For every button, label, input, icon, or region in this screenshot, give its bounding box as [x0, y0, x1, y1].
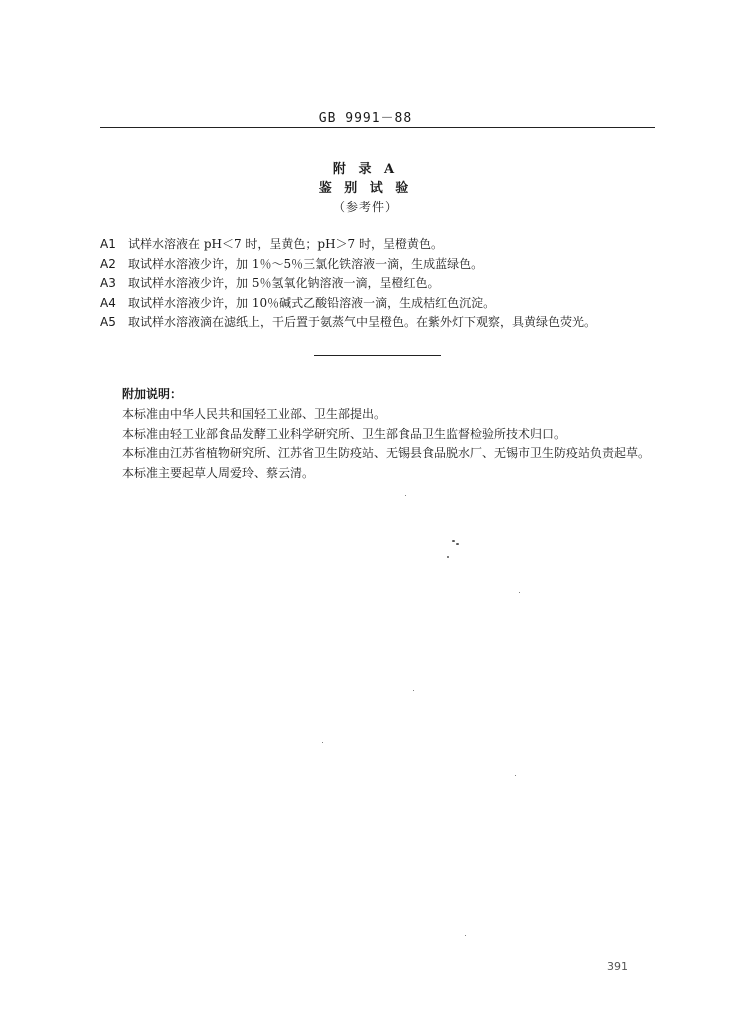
scan-speck	[322, 742, 323, 743]
test-item	[100, 235, 660, 255]
test-item	[100, 313, 660, 333]
additional-note-line: 本标准由中华人民共和国轻工业部、卫生部提出。	[122, 407, 387, 421]
test-item-number: A5	[100, 315, 116, 329]
scan-speck	[447, 556, 449, 558]
test-item-text: 试样水溶液在 pH＜7 时，呈黄色；pH＞7 时，呈橙黄色。	[128, 237, 444, 251]
standard-code: GB 9991－88	[318, 111, 413, 126]
appendix-subtitle: 鉴 别 试 验	[318, 181, 413, 196]
scan-speck	[519, 592, 520, 593]
test-item-text: 取试样水溶液少许，加 10％碱式乙酸铅溶液一滴，生成桔红色沉淀。	[128, 295, 496, 310]
test-item-number: A1	[100, 237, 116, 251]
test-item-text: 取试样水溶液滴在滤纸上，干后置于氨蒸气中呈橙色。在紫外灯下观察，具黄绿色荧光。	[128, 315, 597, 329]
scan-speck	[456, 543, 459, 545]
appendix-note: （参考件）	[332, 200, 398, 214]
scan-speck	[465, 935, 466, 936]
additional-note-line: 本标准主要起草人周爱玲、蔡云清。	[122, 465, 315, 480]
test-item-list	[100, 235, 660, 333]
scan-speck	[452, 540, 455, 542]
scan-speck	[515, 775, 516, 776]
additional-note-line: 本标准由轻工业部食品发酵工业科学研究所、卫生部食品卫生监督检验所技术归口。	[122, 426, 567, 441]
test-item-number: A2	[100, 256, 116, 271]
additional-note-line: 本标准由江苏省植物研究所、江苏省卫生防疫站、无锡县食品脱水厂、无锡市卫生防疫站负责起草。	[122, 446, 651, 460]
test-item-text: 取试样水溶液少许，加 1％～5％三氯化铁溶液一滴，生成蓝绿色。	[128, 256, 484, 271]
header-rule	[100, 127, 655, 128]
page-number: 391	[607, 960, 628, 973]
test-item-number: A3	[100, 276, 116, 290]
appendix-title-block	[0, 160, 731, 217]
test-item-number: A4	[100, 295, 116, 310]
test-item	[100, 274, 660, 294]
scan-speck	[405, 495, 406, 496]
test-item	[100, 294, 660, 314]
test-item-text: 取试样水溶液少许，加 5％氢氧化钠溶液一滴，呈橙红色。	[128, 276, 440, 290]
section-divider	[314, 355, 441, 356]
appendix-title: 附 录 A	[332, 162, 399, 177]
additional-notes	[122, 385, 662, 483]
scan-speck	[413, 690, 414, 691]
additional-notes-heading: 附加说明：	[122, 387, 183, 401]
test-item	[100, 255, 660, 275]
